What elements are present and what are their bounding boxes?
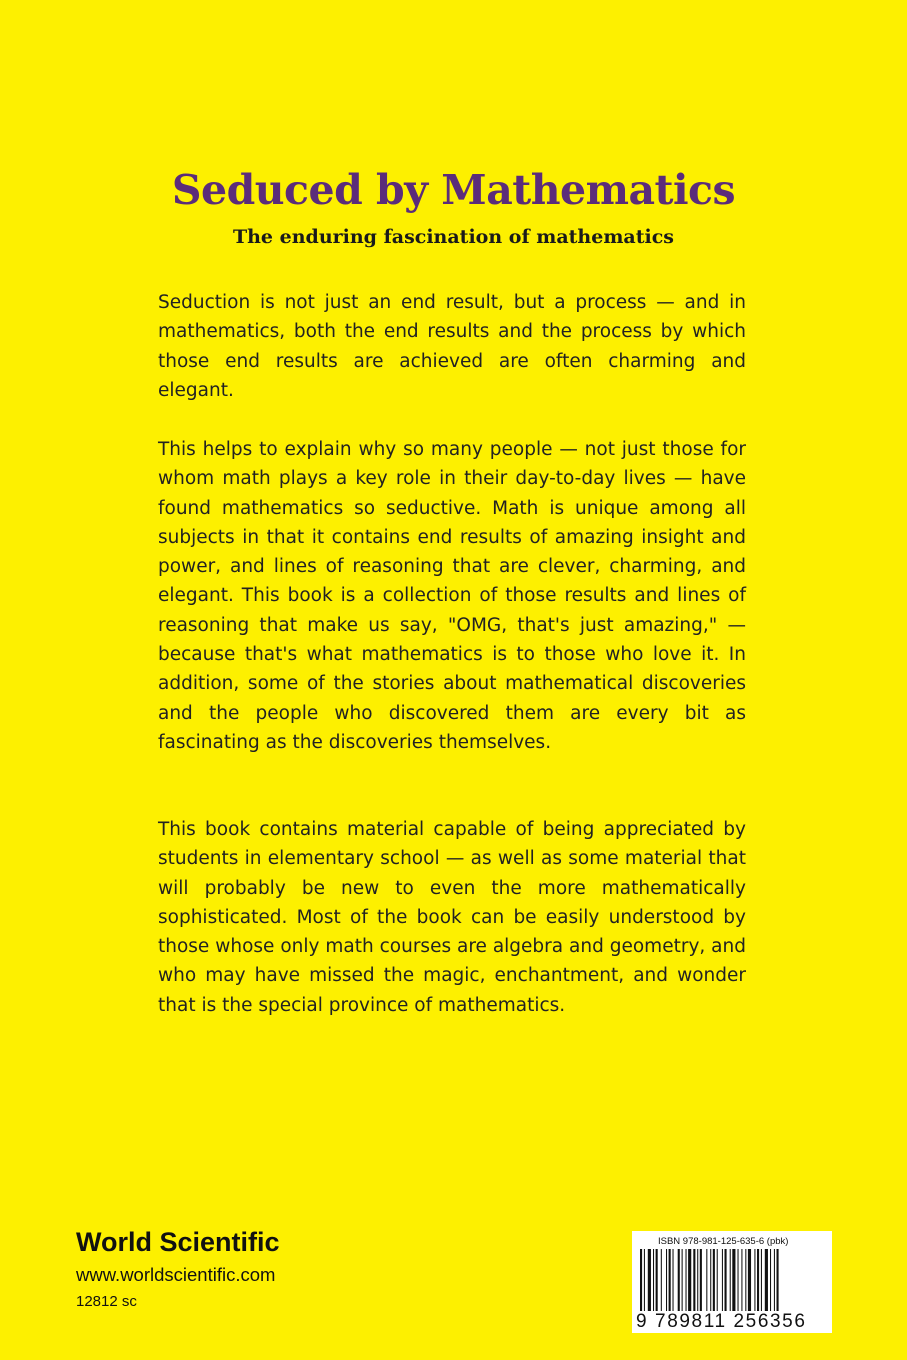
barcode-icon (640, 1249, 828, 1311)
book-subtitle: The enduring fascination of mathematics (232, 226, 675, 248)
book-title: Seduced by Mathematics (171, 166, 736, 214)
publisher-name: World Scientific (76, 1227, 280, 1257)
blurb-paragraph-1: Seduction is not just an end result, but a process — and in mathematics, both the end results and the process by which those end results are achieved are often charming and elegant. (158, 292, 746, 401)
product-code: 12812 sc (76, 1293, 137, 1310)
blurb-paragraph-2: This helps to explain why so many people — not just those for whom math plays a key role in their day-to-day lives — have found mathematics so seductive. Math is unique among all subjects in that it contains end results of amazing insight and power, and lines of reasoning that are clever, charming, and elegant. This book is a collection of those results and lines of reasoning that make us say, "OMG, that's just amazing," — because that's what mathematics is to those who love it. In addition, some of the stories about mathematical discoveries and the people who discovered them are every bit as fascinating as the discoveries themselves. (158, 439, 746, 753)
barcode-digits: 9 789811 256356 (636, 1311, 807, 1332)
publisher-website: www.worldscientific.com (76, 1264, 276, 1285)
blurb-paragraph-3: This book contains material capable of being appreciated by students in elementary school — as well as some material that will probably be new to even the more mathematically sophisticated. Most of the book can be easily understood by those whose only math courses are algebra and geometry, and who may have missed the magic, enchantment, and wonder that is the special province of mathematics. (158, 819, 746, 1016)
isbn-label: ISBN 978-981-125-635-6 (pbk) (658, 1236, 789, 1247)
